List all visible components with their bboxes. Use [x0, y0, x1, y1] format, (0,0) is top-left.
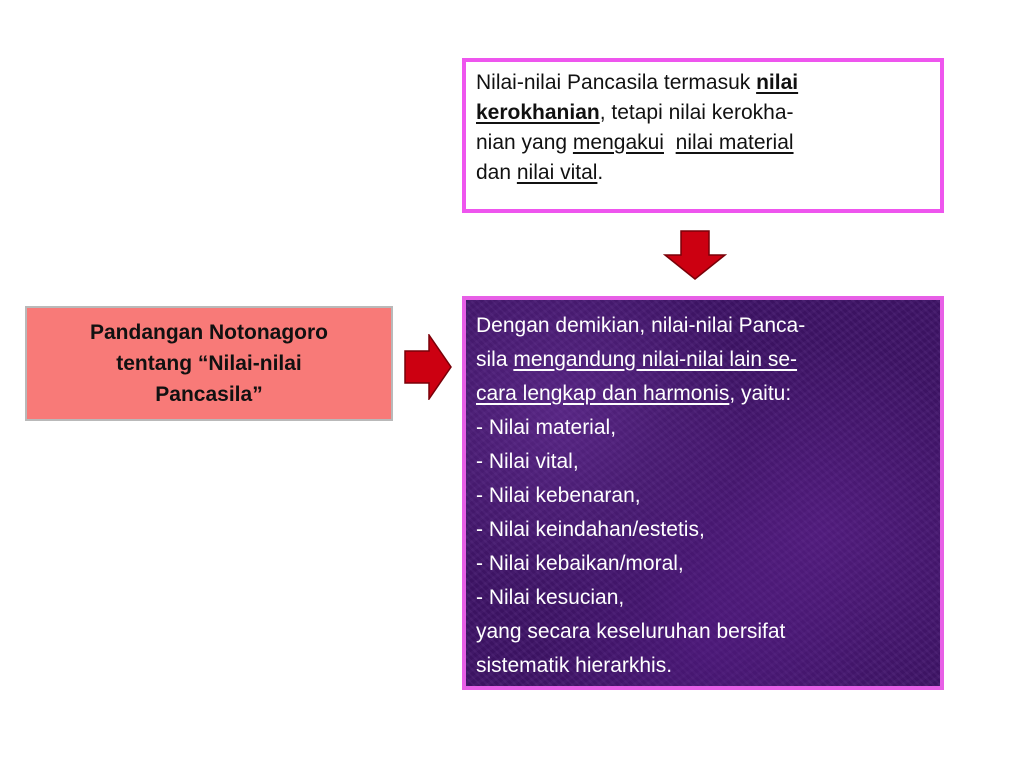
main-box-underlined: cara lengkap dan harmonis — [476, 382, 730, 405]
value-list-item: - Nilai material, — [476, 416, 617, 439]
top-box-text: Nilai-nilai Pancasila termasuk — [476, 71, 757, 94]
left-box-line-3: Pancasila” — [155, 383, 263, 406]
left-box-line-2: tentang “Nilai-nilai — [116, 352, 302, 375]
left-box-line-1: Pandangan Notonagoro — [90, 321, 328, 344]
value-list-item: - Nilai keindahan/estetis, — [476, 518, 705, 541]
top-box-emphasis: kerokhanian — [476, 101, 600, 124]
top-box-line-3 — [476, 128, 930, 158]
main-box-line: Dengan demikian, nilai-nilai Panca- — [476, 314, 806, 337]
main-box-line — [476, 343, 930, 377]
top-box-spacer — [664, 131, 676, 154]
top-box-underlined: nilai material — [675, 131, 794, 154]
top-box-text: , tetapi nilai kerokha- — [599, 101, 794, 124]
main-box-line: yang secara keseluruhan bersifat — [476, 620, 786, 643]
down-arrow-icon — [663, 230, 727, 280]
top-box-emphasis: nilai — [756, 71, 799, 94]
top-box-text: nian yang — [476, 131, 573, 154]
top-text-box — [462, 58, 944, 213]
main-box-line: sistematik hierarkhis. — [476, 654, 673, 677]
value-list-item: - Nilai kebaikan/moral, — [476, 552, 684, 575]
main-content-box — [462, 296, 944, 690]
top-box-line-4 — [476, 158, 930, 188]
top-box-underlined: mengakui — [572, 131, 664, 154]
top-box-line-1 — [476, 68, 930, 98]
main-box-text: , yaitu: — [729, 382, 792, 405]
top-box-text: . — [597, 161, 604, 184]
main-box-underlined: mengandung nilai-nilai lain se- — [513, 348, 798, 371]
main-box-line — [476, 377, 930, 411]
top-box-line-2 — [476, 98, 930, 128]
value-list-item: - Nilai kesucian, — [476, 586, 625, 609]
right-arrow-icon — [404, 334, 452, 400]
top-box-underlined: nilai vital — [516, 161, 598, 184]
top-box-text: dan — [476, 161, 517, 184]
left-title-box — [25, 306, 393, 421]
value-list-item: - Nilai vital, — [476, 450, 579, 473]
value-list-item: - Nilai kebenaran, — [476, 484, 641, 507]
main-box-text: sila — [476, 348, 514, 371]
